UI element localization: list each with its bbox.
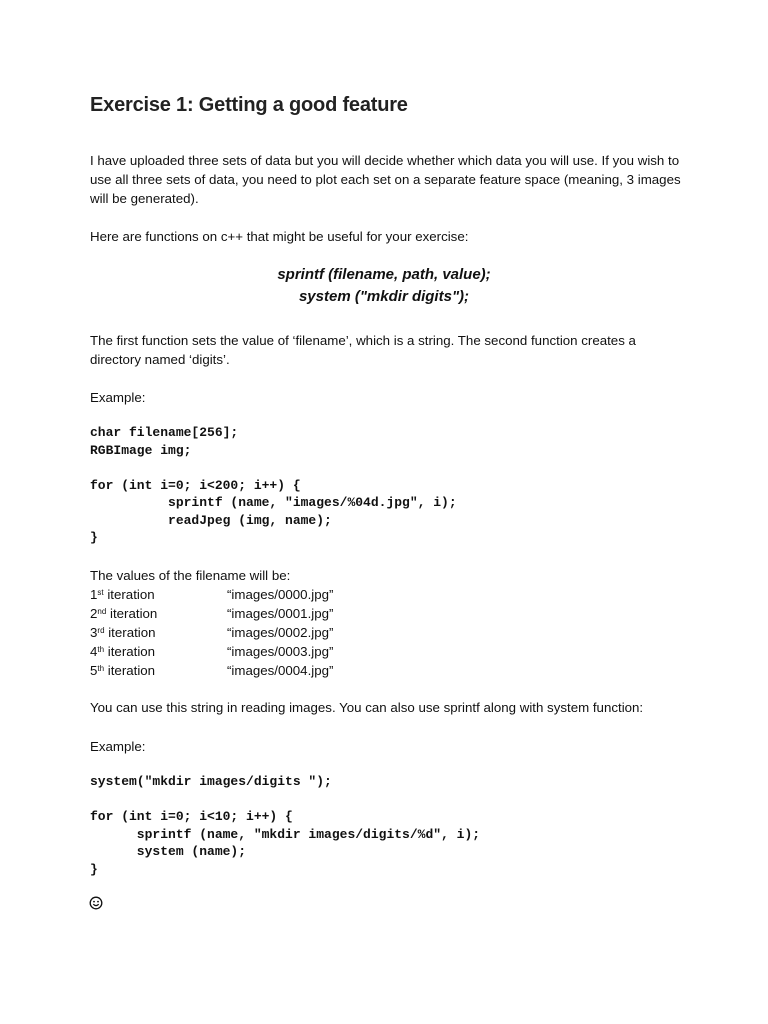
functions-intro-paragraph: Here are functions on c++ that might be useful for your exercise: <box>90 229 469 244</box>
iteration-label: 5th iteration <box>90 663 156 678</box>
example-label-2: Example: <box>90 739 146 754</box>
usage-paragraph: You can use this string in reading images. You can also use sprintf along with system function: <box>90 700 644 715</box>
functions-description: The first function sets the value of ‘filename’, which is a string. The second function creates a directory named ‘digits’. <box>90 333 636 367</box>
iteration-label: 2nd iteration <box>90 606 158 621</box>
example-label: Example: <box>90 390 146 405</box>
iteration-value: “images/0001.jpg” <box>227 606 334 621</box>
iteration-label: 3rd iteration <box>90 625 156 640</box>
page-title: Exercise 1: Getting a good feature <box>90 94 408 116</box>
values-intro: The values of the filename will be: <box>90 568 291 583</box>
iteration-value: “images/0003.jpg” <box>227 644 334 659</box>
intro-paragraph: I have uploaded three sets of data but you will decide whether which data you will use. If you wish to use all three sets of data, you need to plot each set on a separate feature space (meaning, 3 images will be generated). <box>90 153 681 206</box>
code-line-mkdir: system("mkdir images/digits "); <box>90 774 332 789</box>
function-sprintf: sprintf (filename, path, value); <box>277 266 491 283</box>
code-block-read-images: char filename[256]; RGBImage img; for (int i=0; i<200; i++) { sprintf (name, "images/%04d.jpg", i); readJpeg (img, name); } <box>90 425 457 545</box>
iteration-value: “images/0002.jpg” <box>227 625 334 640</box>
iteration-value: “images/0004.jpg” <box>227 663 334 678</box>
function-system: system ("mkdir digits"); <box>298 288 470 305</box>
iteration-label: 4th iteration <box>90 644 156 659</box>
iteration-value: “images/0000.jpg” <box>227 587 334 602</box>
iteration-label: 1st iteration <box>90 587 155 602</box>
smiley-face-icon <box>89 896 103 910</box>
code-block-mkdir-loop: for (int i=0; i<10; i++) { sprintf (name, "mkdir images/digits/%d", i); system (name); } <box>90 809 481 877</box>
